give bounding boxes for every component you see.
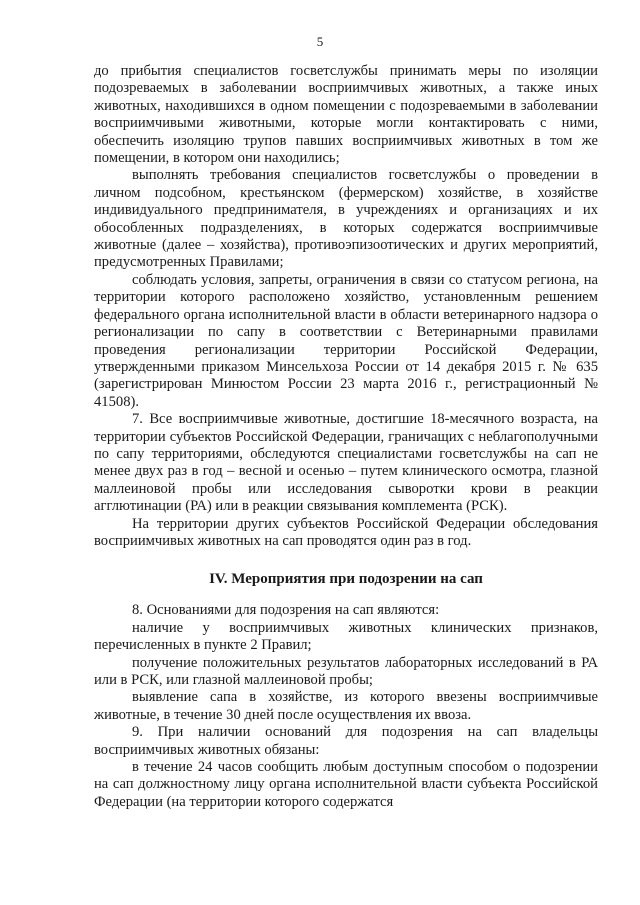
paragraph: выполнять требования специалистов госветслужбы о проведении в личном подсобном, крестьянском (фермерском) хозяйстве, в хозяйстве индивидуального предпринимателя, в учреждениях и организациях и их обособленных подразделениях, в которых содержатся восприимчивые животные (далее – хозяйства), противоэпизоотических и других мероприятий, предусмотренных Правилами;: [94, 167, 598, 271]
paragraph: в течение 24 часов сообщить любым доступным способом о подозрении на сап должностному лицу органа исполнительной власти субъекта Российской Федерации (на территории которого содержатся: [94, 759, 598, 810]
paragraph: На территории других субъектов Российской Федерации обследования восприимчивых животных на сап проводятся один раз в год.: [94, 515, 598, 549]
paragraph: до прибытия специалистов госветслужбы принимать меры по изоляции подозреваемых в заболевании восприимчивых животных, а также иных животных, находившихся в одном помещении с подозреваемыми в заболевании восприимчивыми животными, которые могли контактировать с ними, обеспечить изоляцию трупов павших восприимчивых животных в том же помещении, в котором они находились;: [94, 63, 598, 167]
paragraph: 7. Все восприимчивые животные, достигшие 18-месячного возраста, на территории субъектов Российской Федерации, граничащих с неблагополучными по сапу территориями, обследуются специалистами госветслужбы на сап не менее двух раз в год – весной и осенью – путем клинического осмотра, глазной маллеиновой пробы или исследования сыворотки крови в реакции агглютинации (РА) или в реакции связывания комплемента (РСК).: [94, 411, 598, 515]
paragraph: соблюдать условия, запреты, ограничения в связи со статусом региона, на территории которого расположено хозяйство, установленным решением федерального органа исполнительной власти в области ветеринарного надзора о регионализации по сапу в соответствии с Ветеринарными правилами проведения регионализации территории Российской Федерации, утвержденными приказом Минсельхоза России от 14 декабря 2015 г. № 635 (зарегистрирован Минюстом России 23 марта 2016 г., регистрационный № 41508).: [94, 271, 598, 410]
page-number: 5: [316, 34, 324, 49]
paragraph: 9. При наличии оснований для подозрения на сап владельцы восприимчивых животных обязаны:: [94, 724, 598, 758]
paragraph: наличие у восприимчивых животных клинических признаков, перечисленных в пункте 2 Правил;: [94, 619, 598, 654]
paragraph: получение положительных результатов лабораторных исследований в РА или в РСК, или глазной маллеиновой пробы;: [94, 654, 598, 688]
paragraph: 8. Основаниями для подозрения на сап являются:: [132, 602, 440, 619]
document-body: [94, 63, 598, 811]
paragraph: выявление сапа в хозяйстве, из которого ввезены восприимчивые животные, в течение 30 дней после осуществления их ввоза.: [94, 689, 598, 723]
section-heading: IV. Мероприятия при подозрении на сап: [209, 571, 483, 588]
